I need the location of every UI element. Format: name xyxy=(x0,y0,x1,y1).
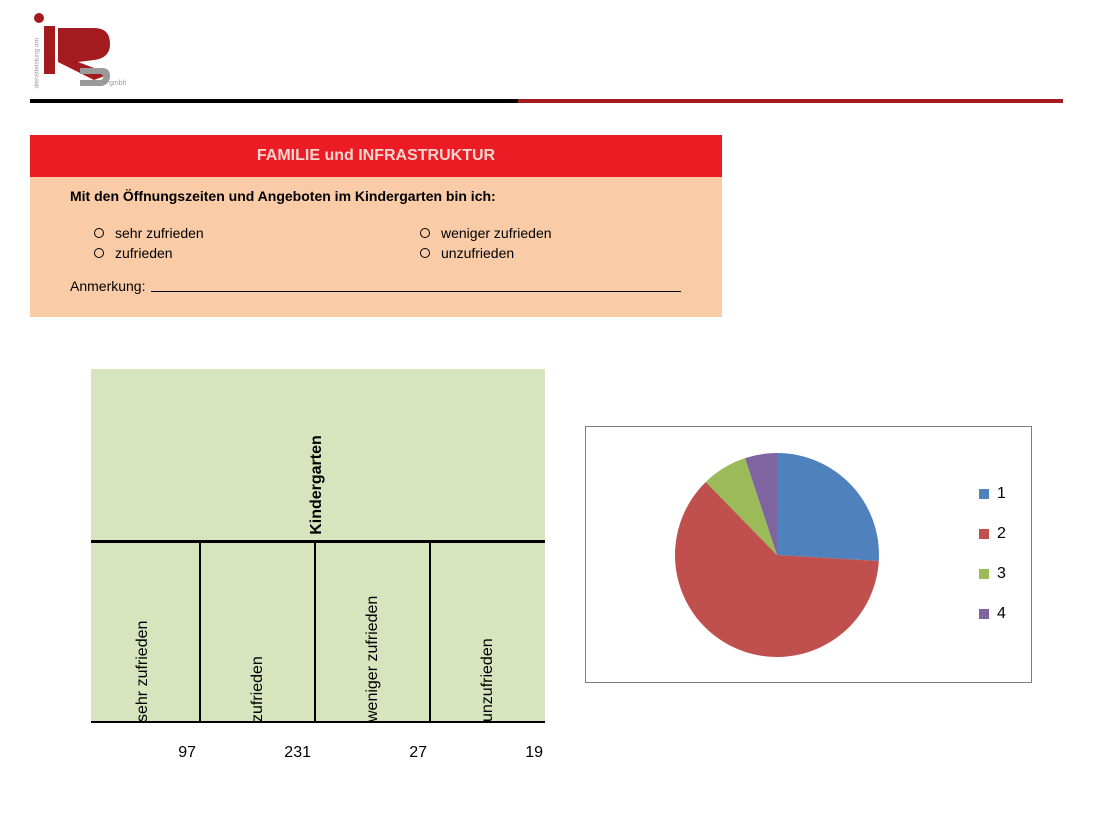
pie-chart-frame xyxy=(585,426,1032,683)
table-body-area xyxy=(91,541,545,722)
value-weniger-zufrieden: 27 xyxy=(409,744,427,761)
table-divider xyxy=(91,540,545,543)
column-label-unzufrieden: unzufrieden xyxy=(479,638,496,722)
legend-swatch xyxy=(979,529,989,539)
option-zufrieden[interactable]: zufrieden xyxy=(94,245,173,261)
table-column-divider xyxy=(314,541,316,722)
logo-gmbh-text: gmbh xyxy=(109,80,127,87)
column-label-weniger-zufrieden: weniger zufrieden xyxy=(364,595,381,722)
table-column-divider xyxy=(199,541,201,722)
value-sehr-zufrieden: 97 xyxy=(178,744,196,761)
legend-label: 1 xyxy=(997,485,1006,502)
legend-swatch xyxy=(979,569,989,579)
legend-label: 2 xyxy=(997,525,1006,542)
legend-label: 4 xyxy=(997,605,1006,622)
table-title: Kindergarten xyxy=(308,435,325,535)
option-weniger-zufrieden[interactable]: weniger zufrieden xyxy=(420,225,552,241)
legend-item-2 xyxy=(979,525,1006,543)
note-label: Anmerkung: xyxy=(70,278,146,294)
radio-circle-icon[interactable] xyxy=(94,248,104,258)
pie-chart xyxy=(586,427,1031,682)
legend-item-3 xyxy=(979,565,1006,583)
table-column-divider xyxy=(429,541,431,722)
option-unzufrieden[interactable]: unzufrieden xyxy=(420,245,514,261)
radio-circle-icon[interactable] xyxy=(420,228,430,238)
value-zufrieden: 231 xyxy=(284,744,311,761)
header-rule-black xyxy=(30,99,518,103)
column-label-zufrieden: zufrieden xyxy=(249,656,266,722)
note-input-line[interactable] xyxy=(151,291,681,292)
survey-question: Mit den Öffnungszeiten und Angeboten im Kindergarten bin ich: xyxy=(70,188,496,204)
logo-side-text: dienstleistung am xyxy=(33,37,41,89)
legend-item-1 xyxy=(979,485,1006,503)
legend-swatch xyxy=(979,609,989,619)
survey-heading: FAMILIE und INFRASTRUKTUR xyxy=(30,135,722,177)
logo-stem xyxy=(44,26,55,74)
column-label-sehr-zufrieden: sehr zufrieden xyxy=(134,620,151,722)
radio-circle-icon[interactable] xyxy=(420,248,430,258)
legend-label: 3 xyxy=(997,565,1006,582)
survey-card xyxy=(30,135,722,317)
header-rule-red xyxy=(518,99,1063,103)
logo-dot xyxy=(34,13,44,23)
value-unzufrieden: 19 xyxy=(525,744,543,761)
pie-slice-1 xyxy=(777,453,879,561)
option-sehr-zufrieden[interactable]: sehr zufrieden xyxy=(94,225,204,241)
legend-swatch xyxy=(979,489,989,499)
legend-item-4 xyxy=(979,605,1006,623)
table-bottom-border xyxy=(91,721,545,723)
radio-circle-icon[interactable] xyxy=(94,228,104,238)
